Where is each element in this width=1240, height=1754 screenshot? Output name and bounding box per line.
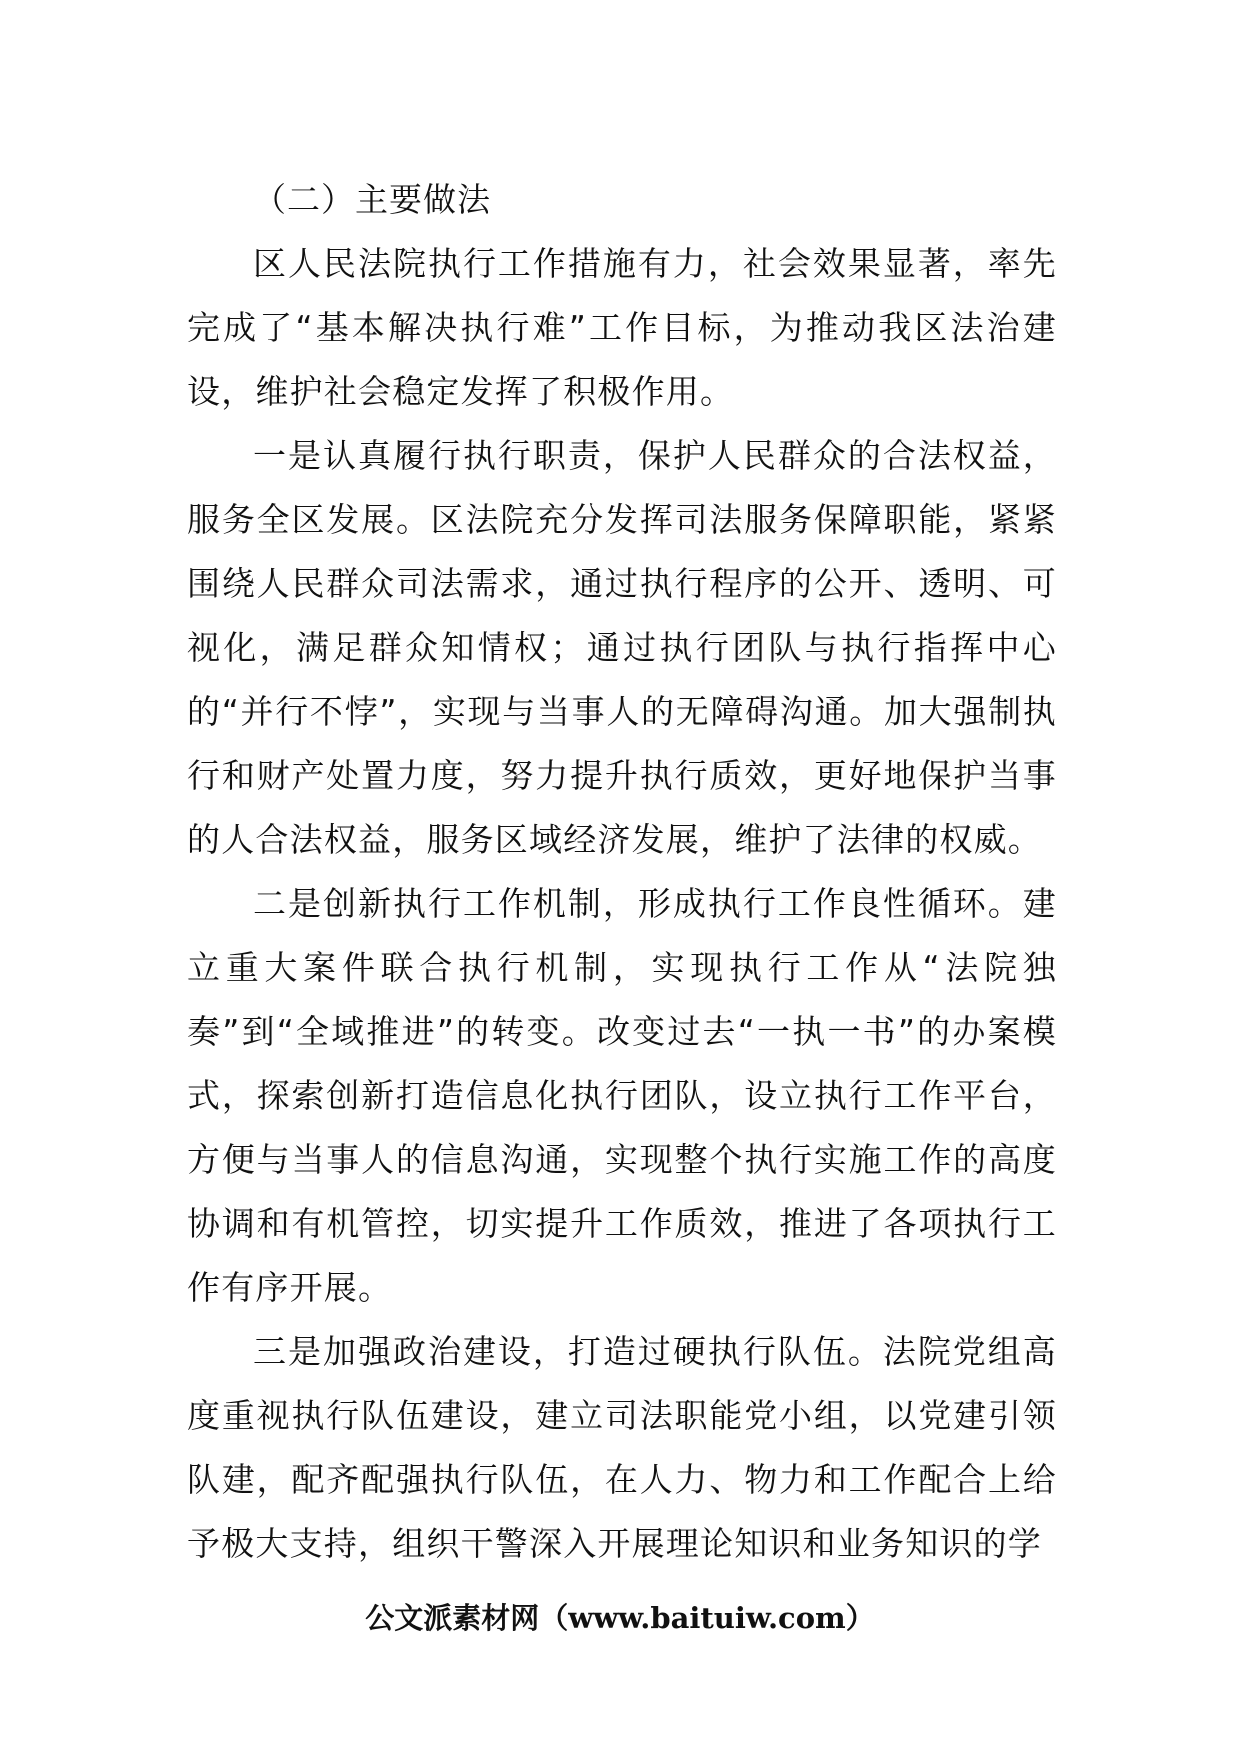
footer-watermark: 公文派素材网（www.baituiw.com） (365, 1601, 875, 1635)
paragraph-intro: 区人民法院执行工作措施有力，社会效果显著，率先完成了“基本解决执行难”工作目标，为推动我区法治建设，维护社会稳定发挥了积极作用。 (187, 244, 1057, 411)
paragraph-point-one: 一是认真履行执行职责，保护人民群众的合法权益，服务全区发展。区法院充分发挥司法服务保障职能，紧紧围绕人民群众司法需求，通过执行程序的公开、透明、可视化，满足群众知情权；通过执行团队与执行指挥中心的“并行不悖”，实现与当事人的无障碍沟通。加大强制执行和财产处置力度，努力提升执行质效，更好地保护当事的人合法权益，服务区域经济发展，维护了法律的权威。 (187, 436, 1057, 859)
document-body (187, 168, 1057, 1576)
paragraph-point-two: 二是创新执行工作机制，形成执行工作良性循环。建立重大案件联合执行机制，实现执行工作从“法院独奏”到“全域推进”的转变。改变过去“一执一书”的办案模式，探索创新打造信息化执行团队，设立执行工作平台，方便与当事人的信息沟通，实现整个执行实施工作的高度协调和有机管控，切实提升工作质效，推进了各项执行工作有序开展。 (187, 884, 1057, 1307)
section-heading: （二）主要做法 (253, 180, 491, 219)
paragraph-point-three: 三是加强政治建设，打造过硬执行队伍。法院党组高度重视执行队伍建设，建立司法职能党小组，以党建引领队建，配齐配强执行队伍，在人力、物力和工作配合上给予极大支持，组织干警深入开展理论知识和业务知识的学 (187, 1332, 1057, 1563)
